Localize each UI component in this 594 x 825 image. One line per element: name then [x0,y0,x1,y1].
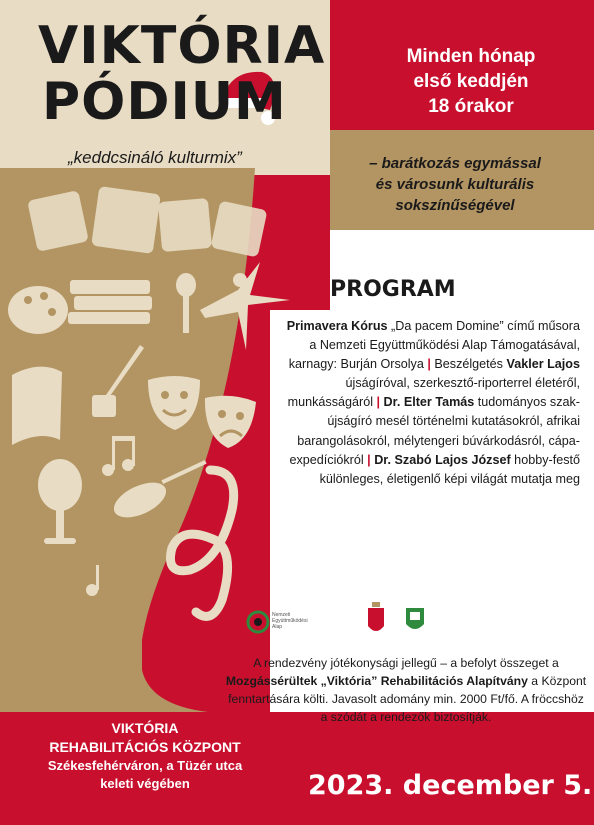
schedule-text [366,44,576,119]
guest-name: Dr. Elter Tamás [380,395,475,410]
performer-name: Primavera Kórus [286,319,388,333]
organizer-block [40,719,250,793]
motto-line2: és városunk kulturális [375,176,535,193]
sponsor-logo-text [272,612,308,630]
schedule-line2: első keddjén [413,71,529,92]
separator: | [376,395,381,410]
organizer-line2: REHABILITÁCIÓS KÖZPONT [49,739,241,755]
foundation-name: Mozgássérültek „Viktória” Rehabilitációs Alapítvány [225,674,528,688]
sponsor-logo-city [406,608,424,629]
program-item1-text: „Da pacem Domine” című műsora a Nemzeti Együttműködési Alap Támogatásával, karnagy: Burján Orsolya [288,319,580,372]
sponsor-line3: Alap [272,624,283,630]
program-item4-text: hobby-festő különleges, életigenlő képi világát mutatja meg [319,452,580,486]
donation-notice [225,654,587,726]
motto-text [330,153,580,216]
books-icon [68,280,152,324]
guest-name: Dr. Szabó Lajos József [370,452,511,467]
organizer-line1: VIKTÓRIA [111,720,179,736]
notice-part2: a Központ fenntartására költi. Javasolt adomány min. 2000 Ft/fő. A fröccshöz a szódát a rendezők biztosítják. [228,674,587,724]
sponsor-line1: Nemzeti [272,612,291,618]
scroll-icon [12,367,62,445]
palette-icon [8,286,68,334]
event-title-line2: PÓDIUM [42,72,287,132]
sponsor-line2: Együttműködési [272,618,308,624]
guest-name: Vakler Lajos [506,357,580,372]
organizer-line4: keleti végében [100,776,190,791]
program-item2-text: újságíróval, szerkesztő-riporterrel életéről, munkásságáról [287,376,580,410]
program-heading: PROGRAM [330,277,456,302]
schedule-line1: Minden hónap [406,46,536,67]
event-date: 2023. december 5. [308,770,593,801]
motto-line1: – barátkozás egymással [369,155,541,172]
organizer-line3: Székesfehérváron, a Tüzér utca [47,758,243,773]
event-title-line1: VIKTÓRIA [38,16,326,76]
separator: | [367,452,371,467]
motto-line3: sokszínűségével [395,197,515,214]
schedule-line3: 18 órakor [428,96,514,117]
separator: | [427,357,431,372]
event-tagline: „keddcsináló kulturmix” [68,148,242,167]
program-item2-prefix: Beszélgetés [430,357,507,372]
program-item3-text: tudományos szak-újságíró mesél történelmi kutatásokról, afrikai barangolásokról, mélytengeri búvárkodásról, cápa-expedíciókról [289,395,580,467]
program-description [282,317,580,489]
notice-part1: A rendezvény jótékonysági jellegű – a befolyt összeget a [253,656,559,670]
